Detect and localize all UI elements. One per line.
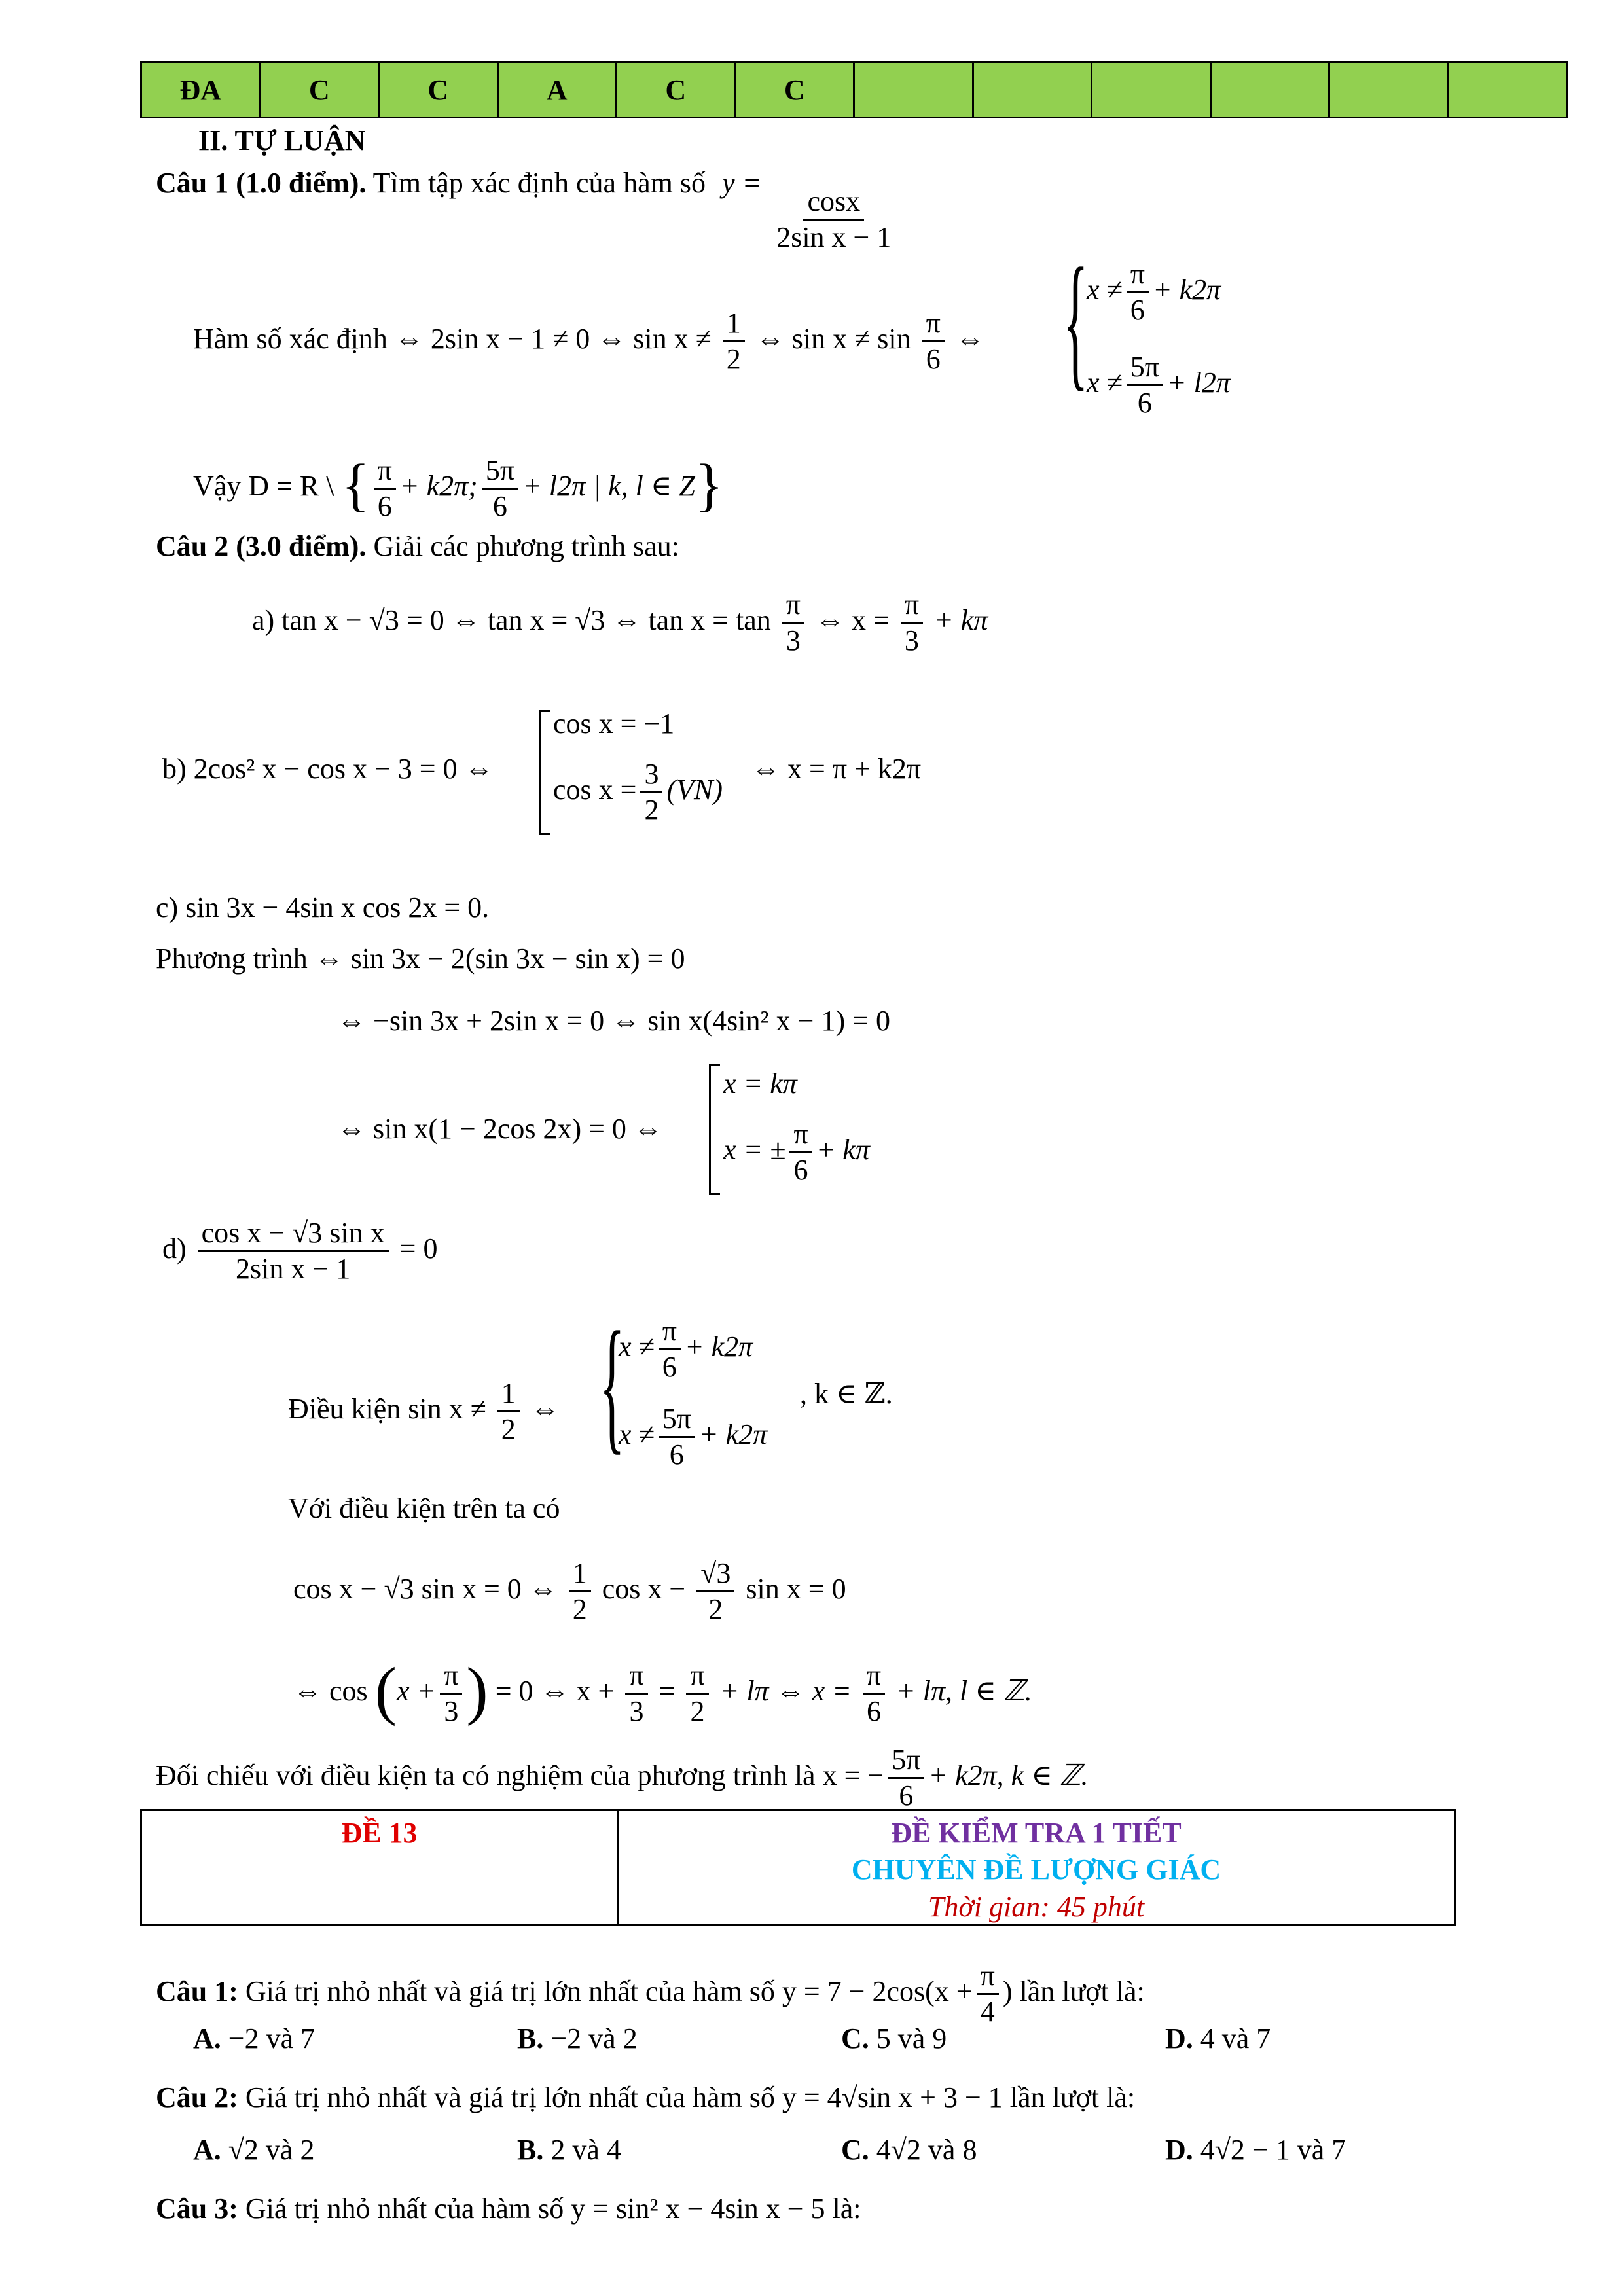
fr-den: 3 (904, 624, 919, 657)
mc-q1-opt-b[interactable] (517, 2022, 638, 2056)
fr-num: cos x − √3 sin x (198, 1217, 389, 1252)
q2-d-condition (288, 1378, 560, 1446)
mc-q1-text: Giá trị nhỏ nhất và giá trị lớn nhất của hàm số y = 7 − 2cos(x + (245, 1975, 973, 2007)
q1-func-fraction (772, 186, 895, 254)
sys-lhs: x ≠ (619, 1330, 655, 1363)
left-paren: ( (374, 1654, 397, 1727)
answer-cell (1210, 62, 1329, 118)
eq2-b: x + (396, 1675, 437, 1707)
q2-c-line1: Phương trình ⇔ sin 3x − 2(sin 3x − sin x) = 0 (156, 942, 685, 975)
mc-q2-opt-c[interactable] (841, 2134, 977, 2167)
fr-num: 5π (1127, 351, 1163, 386)
fr-num: π (782, 589, 804, 624)
mc-q2 (156, 2081, 1135, 2115)
bracket (709, 1064, 720, 1195)
q1-line1-a: Hàm số xác định ⇔ 2sin x − 1 ≠ 0 ⇔ sin x ≠ (193, 322, 712, 355)
answer-cell: C (735, 62, 854, 118)
opt-key: C. (841, 2134, 869, 2166)
sys-tail: + k2π (698, 1418, 768, 1450)
mc-q2-opt-b[interactable] (517, 2134, 621, 2167)
q2d-tail: = 0 (399, 1232, 438, 1265)
fraction (1127, 259, 1149, 327)
fraction (569, 1558, 591, 1626)
q1-statement (156, 167, 899, 254)
q2-d-eq1 (293, 1558, 846, 1626)
q1-text: Tìm tập xác định của hàm số (372, 167, 706, 199)
mc-q2-text: Giá trị nhỏ nhất và giá trị lớn nhất của hàm số y = 4√sin x + 3 − 1 lần lượt là: (245, 2081, 1136, 2113)
half-fraction (723, 308, 745, 376)
eq1-b: cos x − (602, 1572, 686, 1605)
answer-cell: C (260, 62, 379, 118)
opt-value: 4√2 và 8 (876, 2134, 977, 2166)
answer-row (141, 62, 1567, 118)
exam-number: ĐỀ 13 (341, 1817, 418, 1849)
system-brace: { (599, 1300, 625, 1467)
mc-q2-opt-d[interactable] (1165, 2134, 1346, 2167)
fr-den: 6 (662, 1351, 677, 1384)
fr-num: 1 (497, 1378, 520, 1412)
system-brace: { (1062, 237, 1089, 404)
fr-num: 1 (723, 308, 745, 342)
answer-cell (1448, 62, 1567, 118)
fraction (440, 1660, 462, 1728)
q2-c-cases (723, 1067, 870, 1187)
header-left-cell (142, 1811, 619, 1924)
equiv: ⇔ (955, 322, 984, 355)
answer-cell (1329, 62, 1449, 118)
opt-value: 2 và 4 (550, 2134, 621, 2166)
fr-den: 2sin x − 1 (236, 1253, 351, 1285)
q2-final (156, 1744, 1089, 1812)
mc-q3-label: Câu 3: (156, 2193, 238, 2225)
answer-cell: C (379, 62, 498, 118)
fraction (625, 1660, 647, 1728)
q2-c-line2: ⇔ −sin 3x + 2sin x = 0 ⇔ sin x(4sin² x − 1) = 0 (337, 1005, 890, 1037)
q1-label: Câu 1 (1.0 điểm). (156, 167, 367, 199)
opt-key: A. (193, 2022, 221, 2054)
eq2-e: + lπ ⇔ x = (719, 1675, 852, 1707)
q2-c-line3: ⇔ sin x(1 − 2cos 2x) = 0 ⇔ (337, 1113, 662, 1145)
fr-den: 2 (501, 1413, 516, 1446)
opt-value: √2 và 2 (228, 2134, 315, 2166)
exam-topic: CHUYÊN ĐỀ LƯỢNG GIÁC (851, 1854, 1221, 1886)
fr-den: 2 (644, 794, 659, 827)
mc-q1-label: Câu 1: (156, 1975, 238, 2007)
fr-den: 4 (980, 1996, 995, 2028)
fraction (696, 1558, 734, 1626)
fr-den: 6 (793, 1154, 808, 1187)
q2-b-result: ⇔ x = π + k2π (751, 753, 922, 785)
opt-key: D. (1165, 2134, 1193, 2166)
mc-q3-text: Giá trị nhỏ nhất của hàm số y = sin² x − 4sin x − 5 là: (245, 2193, 861, 2225)
fraction (888, 1744, 924, 1812)
eq2-c: = 0 ⇔ x + (495, 1675, 615, 1707)
eq2-d: = (659, 1675, 676, 1707)
q1-system (1087, 259, 1231, 420)
q2-a (252, 589, 988, 657)
opt-value: 4√2 − 1 và 7 (1200, 2134, 1346, 2166)
fraction (497, 1378, 520, 1446)
fr-den: 2 (572, 1593, 587, 1626)
q2-b-prefix: b) 2cos² x − cos x − 3 = 0 ⇔ (162, 753, 494, 785)
answer-cell (854, 62, 973, 118)
fraction (1127, 351, 1163, 420)
opt-key: B. (517, 2134, 544, 2166)
fr-den: 3 (785, 624, 801, 657)
fr-den: 6 (899, 1780, 914, 1812)
fraction (482, 455, 518, 523)
fr-den: 2 (690, 1695, 705, 1728)
conclusion-prefix: Vậy D = R \ (193, 470, 334, 502)
case-2-lhs: x = ± (723, 1133, 786, 1166)
case-2-tail: + kπ (816, 1133, 870, 1166)
pi-6-fraction (922, 308, 945, 376)
mc-q1-opt-c[interactable] (841, 2022, 947, 2056)
eq2-a: ⇔ cos (293, 1675, 368, 1707)
mc-q1-tail: ) lần lượt là: (1002, 1975, 1145, 2007)
case-1: cos x = −1 (553, 708, 675, 740)
fr-num: π (977, 1960, 999, 1995)
answer-cell: ĐA (141, 62, 261, 118)
fr-num: 1 (569, 1558, 591, 1592)
right-brace: } (695, 453, 724, 518)
fr-num: √3 (696, 1558, 734, 1592)
fr-num: 3 (640, 759, 662, 793)
fr-num: π (922, 308, 945, 342)
case-2-lhs: cos x = (553, 773, 637, 806)
opt-key: A. (193, 2134, 221, 2166)
q1-line1 (193, 308, 984, 376)
fr-num: π (625, 1660, 647, 1695)
case-2-tail: (VN) (666, 773, 723, 806)
sys-lhs: x ≠ (1087, 366, 1123, 399)
fr-num: 5π (888, 1744, 924, 1779)
fr-den: 6 (669, 1439, 684, 1471)
mc-q1-opt-a[interactable] (193, 2022, 315, 2056)
opt-key: C. (841, 2022, 869, 2054)
q2a-prefix: a) tan x − √3 = 0 ⇔ tan x = √3 ⇔ tan x = tan (252, 603, 771, 636)
q2-d-eq2 (293, 1653, 1032, 1728)
fraction (901, 589, 923, 657)
fr-den: 6 (492, 490, 507, 523)
fraction (782, 589, 804, 657)
eq2-f: + lπ, l ∈ ℤ. (896, 1675, 1032, 1707)
final-a: Đối chiếu với điều kiện ta có nghiệm của phương trình là x = − (156, 1759, 884, 1791)
fraction (686, 1660, 708, 1728)
q1-func-lhs: y = (721, 167, 762, 199)
fr-den: 6 (1130, 294, 1145, 327)
q1-conclusion (193, 452, 723, 523)
set-tail: + l2π | k, l ∈ Z (522, 470, 695, 502)
answer-cell (1092, 62, 1211, 118)
q2-text: Giải các phương trình sau: (373, 530, 679, 562)
fr-num: π (440, 1660, 462, 1695)
equiv: ⇔ (530, 1392, 560, 1425)
q2a-mid: ⇔ x = (815, 603, 890, 636)
opt-value: −2 và 7 (228, 2022, 316, 2054)
sys-tail: + k2π (684, 1330, 753, 1363)
sys-lhs: x ≠ (619, 1418, 655, 1450)
fr-num: π (863, 1660, 885, 1695)
final-tail: + k2π, k ∈ ℤ. (928, 1759, 1089, 1791)
exam-time: Thời gian: 45 phút (928, 1890, 1145, 1923)
opt-value: −2 và 2 (550, 2022, 638, 2054)
answer-table (140, 61, 1568, 118)
fr-den: 6 (377, 490, 392, 523)
fraction (977, 1960, 999, 2028)
fraction (198, 1217, 389, 1285)
fr-den: 6 (926, 343, 941, 376)
cond-k: , k ∈ ℤ. (800, 1378, 893, 1410)
fraction (789, 1119, 812, 1187)
answer-cell (973, 62, 1092, 118)
bracket (539, 710, 550, 835)
fr-num: π (659, 1316, 681, 1350)
q2-d-cond-system (619, 1316, 767, 1471)
section-title: II. TỰ LUẬN (198, 124, 366, 156)
q2-b-cases (553, 707, 723, 827)
exam-title: ĐỀ KIỂM TRA 1 TIẾT (891, 1817, 1182, 1849)
q2-d (162, 1217, 437, 1285)
q1-func-den: 2sin x − 1 (776, 221, 892, 254)
eq1-a: cos x − √3 sin x = 0 ⇔ (293, 1572, 558, 1605)
fr-num: π (1127, 259, 1149, 293)
fr-num: π (901, 589, 923, 624)
fr-num: π (374, 455, 396, 490)
q2a-tail: + kπ (934, 603, 988, 636)
fraction (659, 1403, 695, 1471)
q2-d-with: Với điều kiện trên ta có (288, 1492, 560, 1524)
mc-q1-opt-d[interactable] (1165, 2022, 1271, 2056)
set-tail: + k2π; (399, 470, 478, 502)
opt-key: B. (517, 2022, 544, 2054)
opt-key: D. (1165, 2022, 1193, 2054)
fr-den: 3 (629, 1695, 644, 1728)
mc-q1 (156, 1960, 1145, 2028)
mc-q2-opt-a[interactable] (193, 2134, 314, 2167)
q2-c-prefix: c) sin 3x − 4sin x cos 2x = 0. (156, 891, 490, 924)
answer-cell: C (617, 62, 736, 118)
fr-num: 5π (482, 455, 518, 490)
q1-func-num: cosx (803, 186, 864, 221)
mc-q3 (156, 2193, 861, 2226)
fr-den: 2 (726, 343, 741, 376)
q1-line1-b: ⇔ sin x ≠ sin (755, 322, 911, 355)
fraction (863, 1660, 885, 1728)
exam-header (140, 1809, 1456, 1926)
left-brace: { (341, 453, 370, 518)
fr-num: π (789, 1119, 812, 1153)
fraction (640, 759, 662, 827)
q2-statement (156, 530, 679, 564)
header-right-cell (619, 1815, 1454, 1926)
opt-value: 4 và 7 (1200, 2022, 1271, 2054)
fr-den: 2 (708, 1593, 723, 1626)
fr-den: 3 (444, 1695, 459, 1728)
cond-prefix: Điều kiện sin x ≠ (288, 1392, 486, 1425)
fr-num: 5π (659, 1403, 695, 1438)
eq1-c: sin x = 0 (746, 1572, 846, 1605)
sys-lhs: x ≠ (1087, 273, 1123, 306)
fraction (659, 1316, 681, 1384)
opt-value: 5 và 9 (876, 2022, 947, 2054)
sys-tail: + k2π (1152, 273, 1221, 306)
fraction (374, 455, 396, 523)
fr-den: 6 (1137, 387, 1152, 420)
q2d-prefix: d) (162, 1232, 187, 1265)
fr-den: 6 (866, 1695, 881, 1728)
right-paren: ) (466, 1654, 488, 1727)
mc-q2-label: Câu 2: (156, 2081, 238, 2113)
q2-label: Câu 2 (3.0 điểm). (156, 530, 367, 562)
case-1: x = kπ (723, 1067, 797, 1100)
sys-tail: + l2π (1166, 366, 1231, 399)
fr-num: π (686, 1660, 708, 1695)
answer-cell: A (497, 62, 617, 118)
